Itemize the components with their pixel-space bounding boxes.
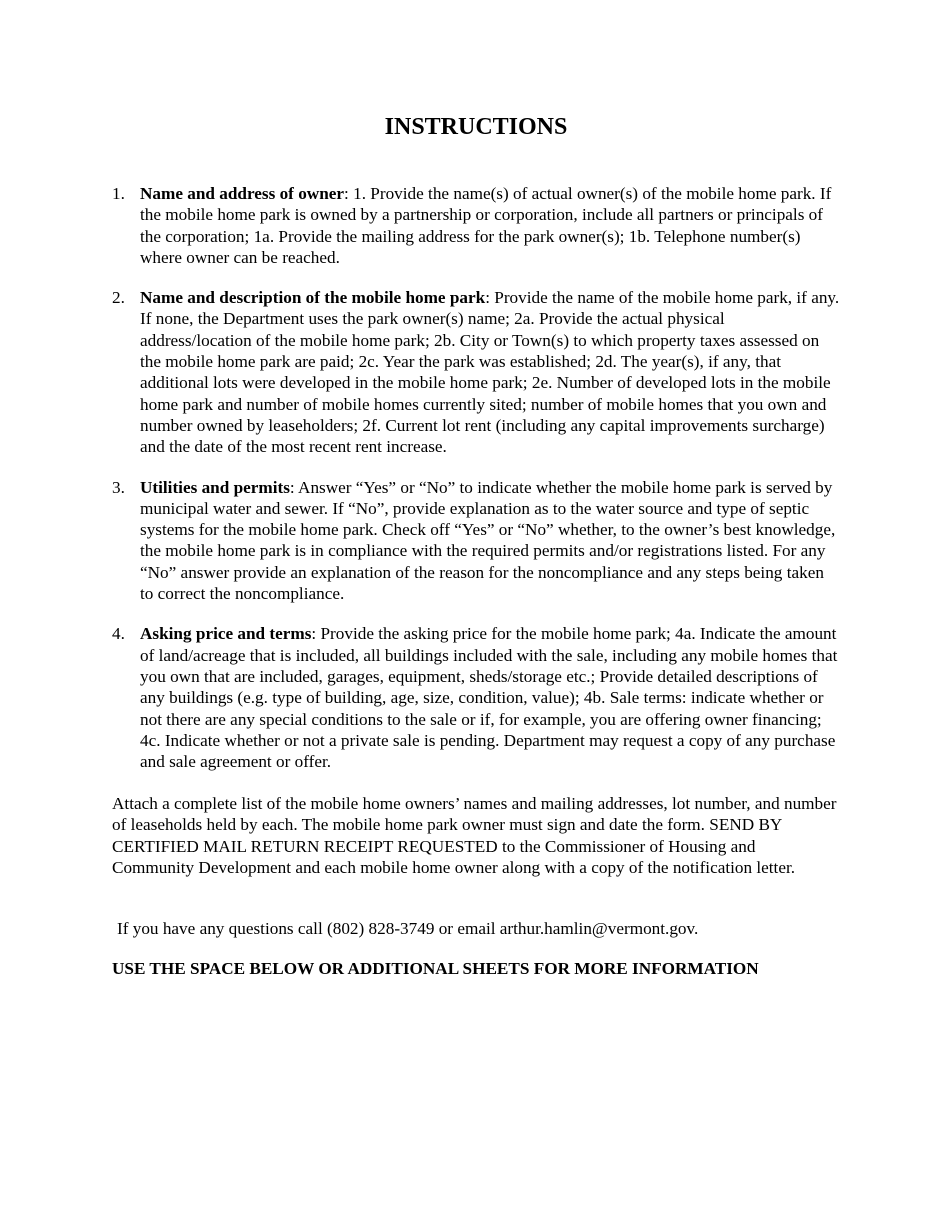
item-heading: Utilities and permits	[140, 477, 290, 497]
item-number: 2.	[112, 288, 125, 308]
page-title: INSTRUCTIONS	[384, 114, 568, 140]
item-heading: Name and description of the mobile home park	[140, 288, 486, 308]
item-number: 3.	[112, 477, 125, 497]
additional-info-space[interactable]	[112, 990, 840, 1190]
item-text: : Provide the name of the mobile home park, if any. If none, the Department uses the park owner(s) name; 2a. Provide the actual physical address/location of the mobile home park; 2b. City or Town(s) to which property taxes assessed on the mobile home park are paid; 2c. Year the park was established; 2d. The year(s), if any, that additional lots were developed in the mobile home park; 2e. Number of developed lots in the mobile home park and number of mobile homes currently sited; number of mobile homes that you own and number owned by leaseholders; 2f. Current lot rent (including any capital improvements surcharge) and the date of the most recent rent increase.	[140, 288, 840, 457]
item-text: : 1. Provide the name(s) of actual owner(s) of the mobile home park. If the mobile home park is owned by a partnership or corporation, include all partners or principals of the corporation; 1a. Provide the mailing address for the park owner(s); 1b. Telephone number(s) where owner can be reached.	[140, 184, 832, 267]
item-text: : Answer “Yes” or “No” to indicate whether the mobile home park is served by municipal water and sewer. If “No”, provide explanation as to the water source and type of septic systems for the mobile home park. Check off “Yes” or “No” whether, to the owner’s best knowledge, the mobile home park is in compliance with the required permits and/or registrations listed. For any “No” answer provide an explanation of the reason for the noncompliance and any steps being taken to correct the noncompliance.	[140, 477, 836, 604]
attach-paragraph: Attach a complete list of the mobile home owners’ names and mailing addresses, lot number, and number of leaseholds held by each. The mobile home park owner must sign and date the form. SEND BY CERTIFIED MAIL RETURN RECEIPT REQUESTED to the Commissioner of Housing and Community Development and each mobile home owner along with a copy of the notification letter.	[112, 794, 837, 877]
instructions-list	[112, 183, 840, 791]
additional-info-heading: USE THE SPACE BELOW OR ADDITIONAL SHEETS FOR MORE INFORMATION	[112, 959, 759, 978]
instruction-item-4	[112, 623, 840, 772]
instruction-item-2	[112, 287, 840, 457]
contact-paragraph: If you have any questions call (802) 828-3749 or email arthur.hamlin@vermont.gov.	[117, 919, 699, 938]
item-heading: Name and address of owner	[140, 184, 345, 203]
item-number: 1.	[112, 184, 125, 203]
item-heading: Asking price and terms	[140, 624, 312, 644]
instruction-item-1	[112, 183, 840, 268]
item-number: 4.	[112, 624, 125, 644]
instruction-item-3	[112, 477, 840, 605]
item-text: : Provide the asking price for the mobile home park; 4a. Indicate the amount of land/acreage that is included, all buildings included with the sale, including any mobile homes that you own that are included, garages, equipment, sheds/storage etc.; Provide detailed descriptions of any buildings (e.g. type of building, age, size, condition, value); 4b. Sale terms: indicate whether or not there are any special conditions to the sale or if, for example, you are offering owner financing; 4c. Indicate whether or not a private sale is pending. Department may request a copy of any purchase and sale agreement or offer.	[140, 624, 838, 772]
